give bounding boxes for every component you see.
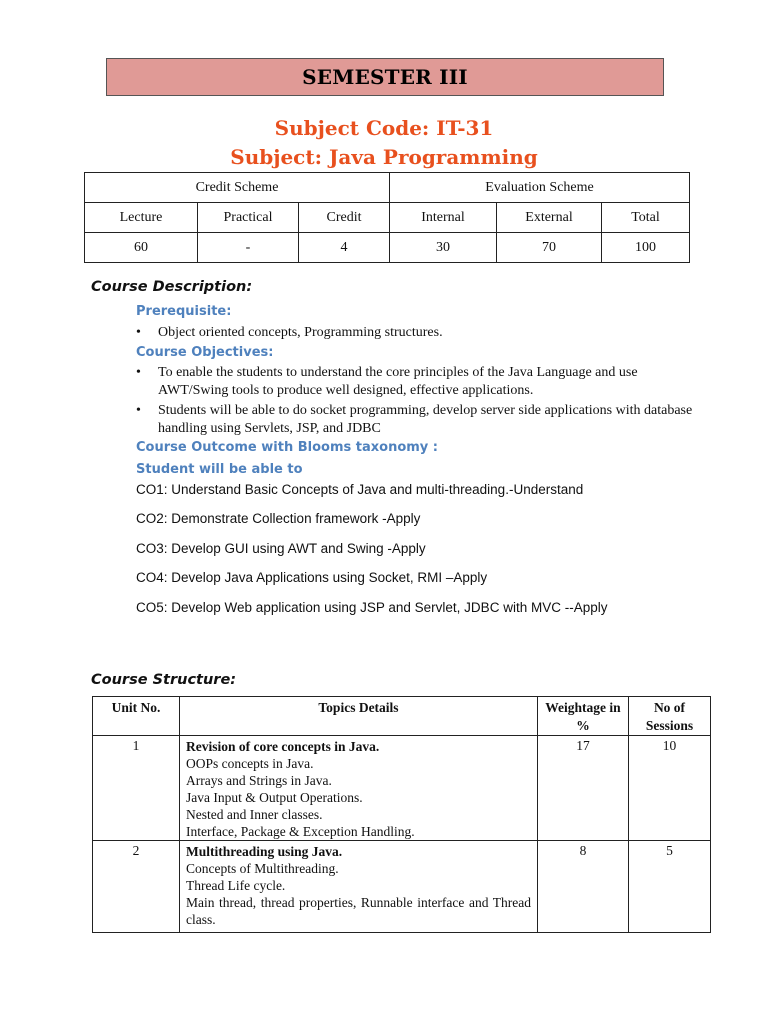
- topic-line: Interface, Package & Exception Handling.: [186, 824, 415, 839]
- course-structure-heading: Course Structure:: [91, 672, 237, 688]
- external-header: External: [497, 203, 602, 233]
- outcome-co5: CO5: Develop Web application using JSP and Servlet, JDBC with MVC --Apply: [136, 600, 608, 615]
- prerequisite-item: • Object oriented concepts, Programming structures.: [136, 325, 443, 340]
- table-row: [93, 736, 711, 841]
- topic-line: Thread Life cycle.: [186, 878, 286, 893]
- credit-evaluation-table: [84, 172, 690, 263]
- sessions-header: No of Sessions: [629, 697, 711, 736]
- sessions-value: 5: [629, 841, 711, 933]
- outcome-co1: CO1: Understand Basic Concepts of Java and multi-threading.-Understand: [136, 482, 584, 497]
- bullet-icon: •: [136, 403, 141, 418]
- semester-banner: [106, 58, 664, 96]
- topic-line: Java Input & Output Operations.: [186, 790, 363, 805]
- subject-code: Subject Code: IT-31: [274, 116, 494, 140]
- credit-value: 4: [299, 233, 390, 263]
- outcome-co2: CO2: Demonstrate Collection framework -Apply: [136, 511, 421, 526]
- weightage-value: 8: [538, 841, 629, 933]
- topic-line: Main thread, thread properties, Runnable interface and Thread class.: [186, 895, 531, 927]
- unit-number: 1: [93, 736, 180, 841]
- topic-title: Revision of core concepts in Java.: [186, 739, 380, 754]
- objective-item-2: • Students will be able to do socket programming, develop server side applications with database handling using Servlets, JSP, and JDBC: [136, 403, 693, 436]
- topic-line: OOPs concepts in Java.: [186, 756, 314, 771]
- weightage-value: 17: [538, 736, 629, 841]
- practical-header: Practical: [198, 203, 299, 233]
- bullet-icon: •: [136, 325, 141, 340]
- lecture-header: Lecture: [85, 203, 198, 233]
- subject-name: Subject: Java Programming: [230, 145, 538, 169]
- topic-details: [180, 841, 538, 933]
- internal-header: Internal: [390, 203, 497, 233]
- topic-details: [180, 736, 538, 841]
- objective-item-1: • To enable the students to understand the core principles of the Java Language and use AWT/Swing tools to produce well designed, effective applications.: [136, 365, 638, 398]
- total-header: Total: [602, 203, 690, 233]
- objectives-label: Course Objectives:: [136, 345, 274, 360]
- outcome-co3: CO3: Develop GUI using AWT and Swing -Apply: [136, 541, 426, 556]
- prerequisite-label: Prerequisite:: [136, 304, 232, 319]
- external-value: 70: [497, 233, 602, 263]
- semester-title: SEMESTER III: [302, 65, 468, 89]
- credit-header: Credit: [299, 203, 390, 233]
- total-value: 100: [602, 233, 690, 263]
- topic-line: Nested and Inner classes.: [186, 807, 323, 822]
- evaluation-scheme-header: Evaluation Scheme: [390, 173, 690, 203]
- weightage-header: Weightage in %: [538, 697, 629, 736]
- bullet-icon: •: [136, 365, 141, 380]
- table-row: [93, 841, 711, 933]
- internal-value: 30: [390, 233, 497, 263]
- topic-title: Multithreading using Java.: [186, 844, 343, 859]
- outcome-co4: CO4: Develop Java Applications using Socket, RMI –Apply: [136, 570, 488, 585]
- outcome-label: Course Outcome with Blooms taxonomy :: [136, 440, 438, 455]
- credit-scheme-header: Credit Scheme: [85, 173, 390, 203]
- topic-line: Concepts of Multithreading.: [186, 861, 339, 876]
- sessions-value: 10: [629, 736, 711, 841]
- course-structure-table: [92, 696, 711, 933]
- student-label: Student will be able to: [136, 462, 303, 477]
- practical-value: -: [198, 233, 299, 263]
- topic-line: Arrays and Strings in Java.: [186, 773, 332, 788]
- unit-number: 2: [93, 841, 180, 933]
- topics-header: Topics Details: [180, 697, 538, 736]
- course-description-heading: Course Description:: [91, 279, 253, 295]
- lecture-value: 60: [85, 233, 198, 263]
- unit-header: Unit No.: [93, 697, 180, 736]
